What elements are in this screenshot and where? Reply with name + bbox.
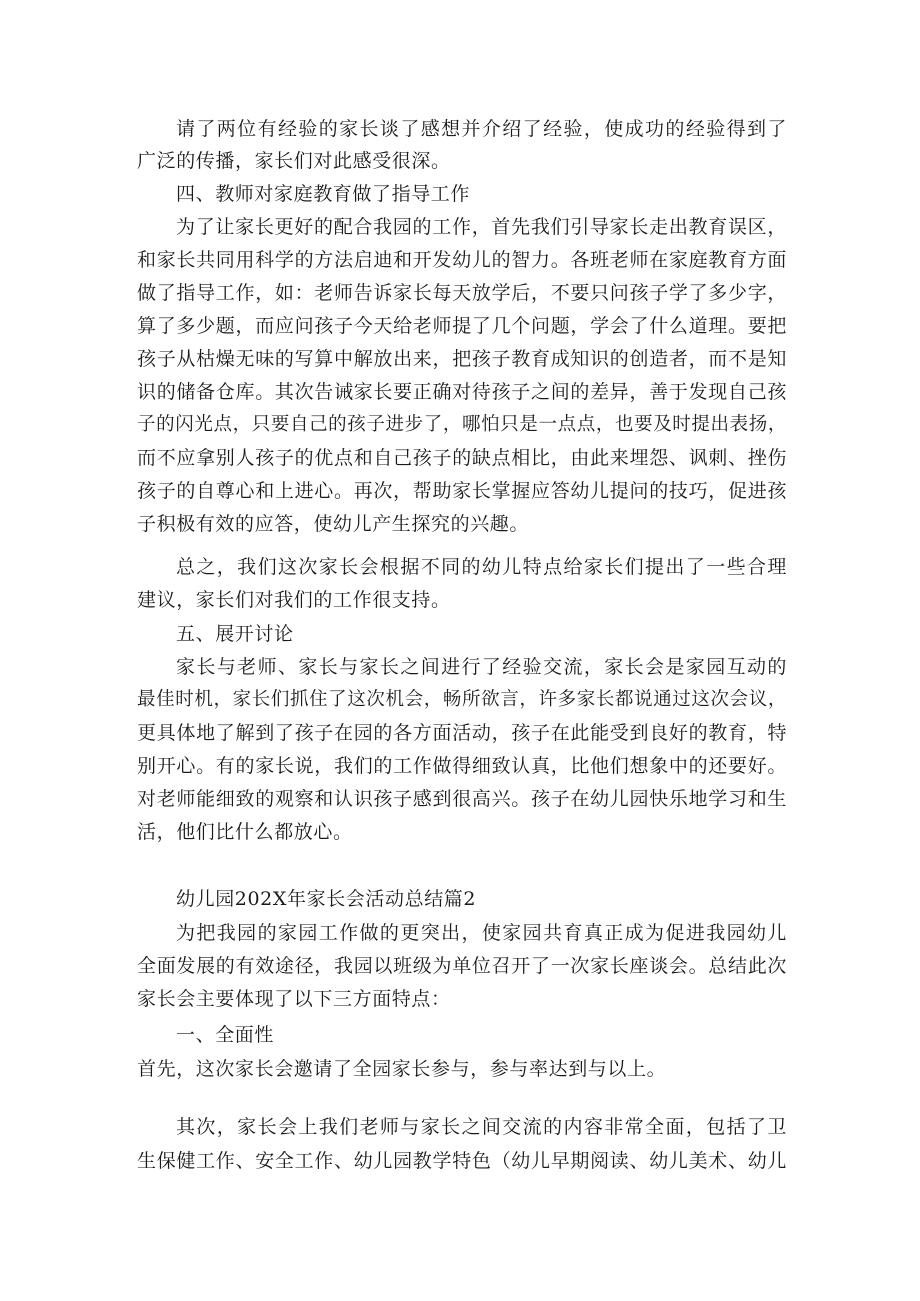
paragraph-line: 子积极有效的应答，使幼儿产生探究的兴趣。: [137, 513, 530, 535]
paragraph-line: 总之，我们这次家长会根据不同的幼儿特点给家长们提出了一些合理: [176, 556, 787, 578]
paragraph-line: 为把我园的家园工作做的更突出，使家园共育真正成为促进我园幼儿: [176, 922, 787, 944]
paragraph-line: 广泛的传播，家长们对此感受很深。: [137, 150, 451, 172]
section-heading: 五、展开讨论: [176, 623, 294, 645]
paragraph-line: 首先，这次家长会邀请了全园家长参与，参与率达到与以上。: [137, 1058, 667, 1080]
paragraph-line: 别开心。有的家长说，我们的工作做得细致认真，比他们想象中的还要好。: [137, 755, 787, 777]
paragraph-line: 为了让家长更好的配合我园的工作，首先我们引导家长走出教育误区，: [176, 216, 787, 238]
paragraph-line: 家长会主要体现了以下三方面特点：: [137, 988, 451, 1010]
paragraph-line: 识的储备仓库。其次告诫家长要正确对待孩子之间的差异，善于发现自己孩: [137, 381, 787, 403]
article-title: 幼儿园202X年家长会活动总结篇2: [176, 888, 477, 910]
paragraph-line: 全面发展的有效途径，我园以班级为单位召开了一次家长座谈会。总结此次: [137, 955, 787, 977]
paragraph-line: 和家长共同用科学的方法启迪和开发幼儿的智力。各班老师在家庭教育方面: [137, 249, 787, 271]
paragraph-line: 更具体地了解到了孩子在园的各方面活动，孩子在此能受到良好的教育，特: [137, 722, 787, 744]
paragraph-line: 子的闪光点，只要自己的孩子进步了，哪怕只是一点点，也要及时提出表扬，: [137, 414, 787, 435]
paragraph-line: 建议，家长们对我们的工作很支持。: [137, 589, 451, 611]
paragraph-line: 对老师能细致的观察和认识孩子感到很高兴。孩子在幼儿园快乐地学习和生: [137, 788, 787, 810]
paragraph-line: 算了多少题，而应问孩子今天给老师提了几个问题，学会了什么道理。要把: [137, 315, 787, 337]
section-heading: 一、全面性: [176, 1024, 275, 1046]
section-heading: 四、教师对家庭教育做了指导工作: [176, 183, 471, 205]
paragraph-line: 孩子从枯燥无味的写算中解放出来，把孩子教育成知识的创造者，而不是知: [137, 348, 787, 370]
paragraph-line: 家长与老师、家长与家长之间进行了经验交流，家长会是家园互动的: [176, 656, 787, 678]
paragraph-line: 孩子的自尊心和上进心。再次，帮助家长掌握应答幼儿提问的技巧，促进孩: [137, 480, 787, 502]
paragraph-line: 活，他们比什么都放心。: [137, 821, 353, 843]
paragraph-line: 请了两位有经验的家长谈了感想并介绍了经验，使成功的经验得到了: [176, 118, 787, 140]
paragraph-line: 做了指导工作，如：老师告诉家长每天放学后，不要只问孩子学了多少字，: [137, 282, 787, 304]
paragraph-line: 其次，家长会上我们老师与家长之间交流的内容非常全面，包括了卫: [176, 1116, 787, 1138]
paragraph-line: 最佳时机，家长们抓住了这次机会，畅所欲言，许多家长都说通过这次会议，: [137, 689, 787, 710]
paragraph-line: 而不应拿别人孩子的优点和自己孩子的缺点相比，由此来埋怨、讽刺、挫伤: [137, 447, 787, 469]
paragraph-line: 生保健工作、安全工作、幼儿园教学特色（幼儿早期阅读、幼儿美术、幼儿: [137, 1150, 787, 1172]
